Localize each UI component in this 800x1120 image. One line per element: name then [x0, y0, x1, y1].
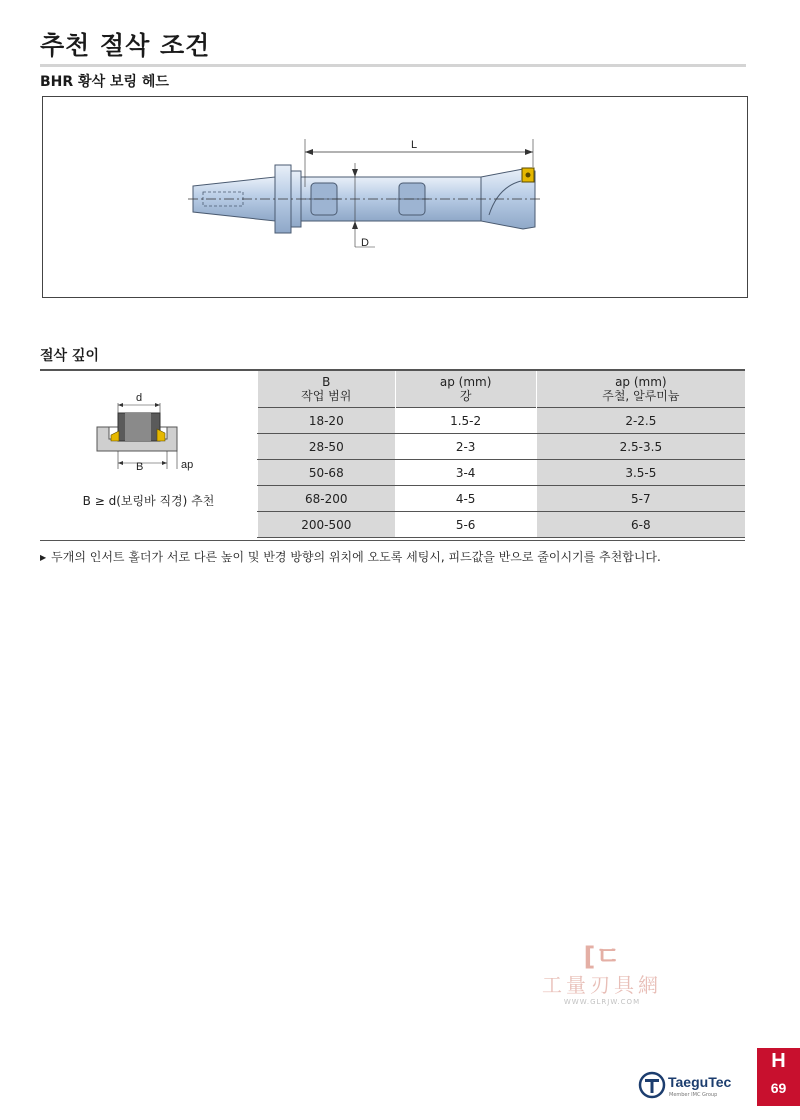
table-row: [258, 460, 746, 486]
header-cast-iron-aluminum: ap (mm) 주철, 알루미늄: [536, 371, 745, 408]
table-cell: 68-200: [258, 486, 396, 512]
tool-diagram: [42, 96, 748, 298]
page-number: 69: [770, 1080, 787, 1096]
section-subtitle: BHR 황삭 보링 헤드: [40, 74, 169, 90]
header-range: B 작업 범위: [258, 371, 396, 408]
table-cell: 28-50: [258, 434, 396, 460]
table-row: [258, 434, 746, 460]
header-steel: ap (mm) 강: [395, 371, 536, 408]
depth-section-heading: 절삭 깊이: [40, 348, 99, 364]
table-cell: 18-20: [258, 408, 396, 434]
dimension-D-label: D: [361, 237, 369, 249]
depth-caption: B ≥ d(보링바 직경) 추천: [82, 494, 215, 508]
table-cell: 5-7: [536, 486, 745, 512]
dimension-L-label: L: [411, 139, 418, 151]
table-cell: 6-8: [536, 512, 745, 538]
depth-sketch-cell: [40, 371, 257, 540]
taegutec-logo-icon: [638, 1071, 666, 1099]
watermark-url: WWW.GLRJW.COM: [563, 998, 641, 1006]
table-cell: 5-6: [395, 512, 536, 538]
boring-head-drawing: [43, 97, 747, 297]
sketch-B-label: B: [136, 461, 144, 473]
watermark: [537, 942, 667, 1006]
cutting-depth-table: [257, 371, 745, 538]
table-cell: 3-4: [395, 460, 536, 486]
depth-sketch: [95, 389, 205, 489]
table-cell: 2.5-3.5: [536, 434, 745, 460]
sketch-ap-label: ap: [181, 459, 194, 471]
sketch-d-label: d: [136, 392, 143, 404]
section-tab: [757, 1048, 800, 1106]
table-cell: 50-68: [258, 460, 396, 486]
table-row: [258, 486, 746, 512]
table-cell: 1.5-2: [395, 408, 536, 434]
page-title: 추천 절삭 조건: [40, 31, 211, 60]
table-cell: 200-500: [258, 512, 396, 538]
table-cell: 2-3: [395, 434, 536, 460]
table-cell: 3.5-5: [536, 460, 745, 486]
watermark-text: 工量刃具網: [542, 973, 662, 997]
note-text: 두개의 인서트 홀더가 서로 다른 높이 및 반경 방향의 위치에 오도록 세팅시, 피드값을 반으로 줄이시기를 추천합니다.: [51, 550, 661, 564]
table-bottom-rule: [40, 540, 745, 541]
table-row: [258, 512, 746, 538]
taegutec-logo: [638, 1071, 732, 1103]
title-underline: [40, 64, 746, 67]
section-letter: H: [771, 1050, 786, 1072]
recommendation-note: [40, 548, 661, 565]
brand-subtitle: Member IMC Group: [669, 1092, 718, 1098]
table-row: [258, 408, 746, 434]
brand-name: TaeguTec: [668, 1074, 732, 1090]
table-cell: 4-5: [395, 486, 536, 512]
table-cell: 2-2.5: [536, 408, 745, 434]
watermark-mark: [ㄷ: [583, 942, 621, 972]
triangle-bullet-icon: ▶: [40, 553, 47, 562]
